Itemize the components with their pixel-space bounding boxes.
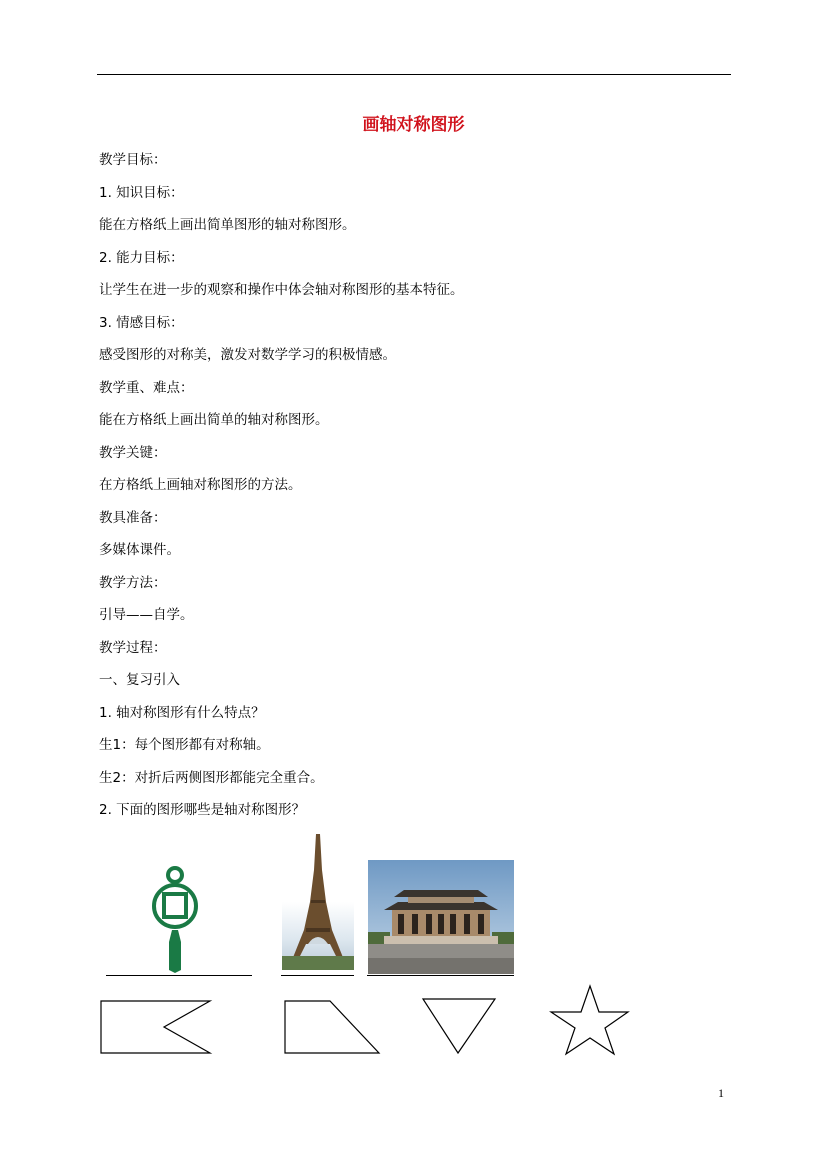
document-title: 画轴对称图形: [362, 115, 465, 135]
text-line-question-2: 2. 下面的图形哪些是轴对称图形？: [99, 802, 306, 818]
page-number: 1: [718, 1086, 724, 1100]
text-line-teaching-aids-content: 多媒体课件。: [99, 542, 180, 558]
text-line-teaching-goals: 教学目标：: [99, 152, 167, 168]
text-line-knowledge-content: 能在方格纸上画出简单图形的轴对称图形。: [99, 217, 356, 233]
text-line-knowledge-goal: 1. 知识目标：: [99, 185, 184, 201]
notched-rectangle-shape: [98, 998, 214, 1056]
text-line-teaching-key: 教学关键：: [99, 445, 167, 461]
answer-line-1: [106, 975, 252, 976]
text-line-ability-goal: 2. 能力目标：: [99, 250, 184, 266]
answer-line-2: [281, 975, 354, 976]
text-line-question-1: 1. 轴对称图形有什么特点？: [99, 705, 265, 721]
text-line-teaching-method-content: 引导——自学。: [99, 607, 194, 623]
text-line-teaching-aids: 教具准备：: [99, 510, 167, 526]
text-line-emotion-content: 感受图形的对称美，激发对数学学习的积极情感。: [99, 347, 396, 363]
star-shape: [548, 984, 632, 1056]
text-line-emotion-goal: 3. 情感目标：: [99, 315, 184, 331]
chinese-knot-image: [150, 862, 200, 974]
text-line-teaching-key-content: 在方格纸上画轴对称图形的方法。: [99, 477, 302, 493]
text-line-key-points-content: 能在方格纸上画出简单的轴对称图形。: [99, 412, 329, 428]
text-line-student-2: 生2：对折后两侧图形都能完全重合。: [99, 770, 324, 786]
header-rule: [97, 74, 731, 75]
text-line-key-points: 教学重、难点：: [99, 380, 194, 396]
palace-building-image: [368, 860, 514, 974]
text-line-section-review: 一、复习引入: [99, 672, 180, 688]
text-line-student-1: 生1：每个图形都有对称轴。: [99, 737, 270, 753]
trapezoid-shape: [282, 998, 382, 1056]
text-line-teaching-method: 教学方法：: [99, 575, 167, 591]
inverted-triangle-shape: [420, 997, 498, 1055]
eiffel-tower-image: [282, 832, 354, 970]
answer-line-3: [367, 975, 514, 976]
text-line-ability-content: 让学生在进一步的观察和操作中体会轴对称图形的基本特征。: [99, 282, 464, 298]
text-line-teaching-process: 教学过程：: [99, 640, 167, 656]
